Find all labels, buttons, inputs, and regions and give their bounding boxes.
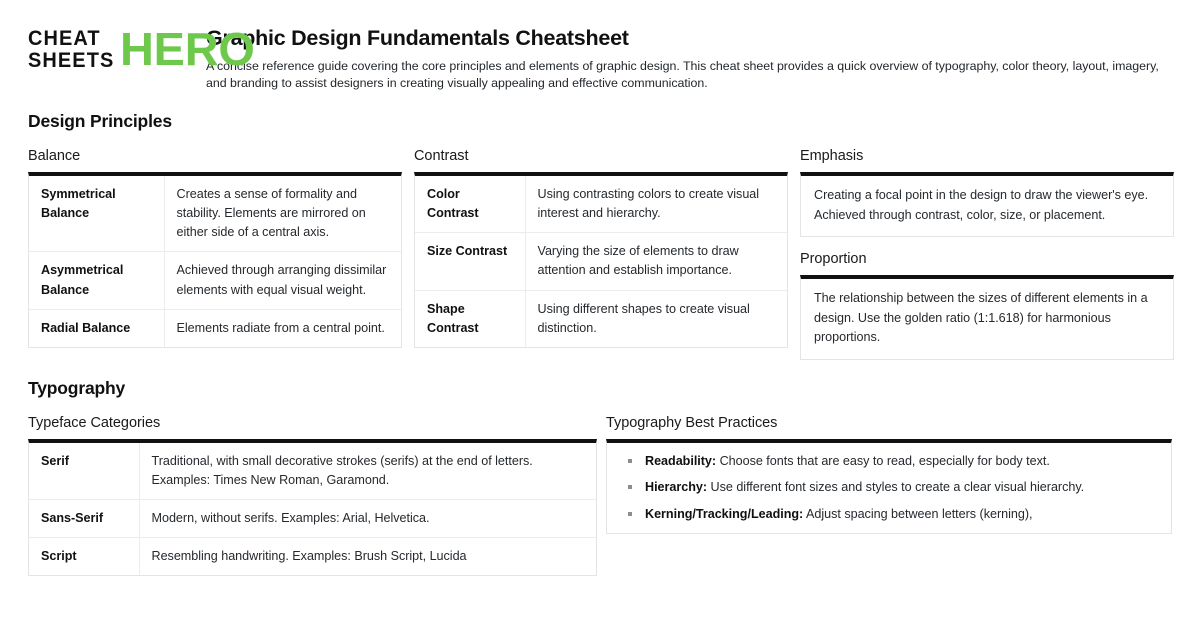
table-cell-definition: Using different shapes to create visual distinction. [525,290,787,347]
contrast-card [414,172,788,348]
table-row [29,443,596,500]
list-item [617,505,1157,525]
brand-line-sheets: SHEETS [28,49,115,73]
list-item-text: Choose fonts that are easy to read, especially for body text. [716,453,1050,468]
section-title-design-principles: Design Principles [28,111,172,132]
table-row [29,252,401,309]
table-row [415,290,787,347]
typography-column-1 [28,399,597,577]
bullet-icon [628,512,632,516]
table-row [415,176,787,233]
typeface-categories-card [28,439,597,577]
table-row [29,309,401,347]
table-cell-term: Serif [29,443,139,500]
principles-column-2 [414,132,788,348]
emphasis-text: Creating a focal point in the design to draw the viewer's eye. Achieved through contrast, color, size, or placement. [814,188,1149,222]
table-cell-term: Symmetrical Balance [29,176,164,252]
table-cell-definition: Varying the size of elements to draw attention and establish importance. [525,233,787,290]
principles-column-1 [28,132,402,348]
best-practices-card [606,439,1172,535]
design-principles-grid [28,132,1172,360]
brand-logo[interactable] [28,23,255,76]
subsection-title-typeface-categories: Typeface Categories [28,414,161,431]
balance-card [28,172,402,348]
balance-table [29,176,401,347]
table-row [29,499,596,537]
proportion-card [800,275,1174,360]
page-title: Graphic Design Fundamentals Cheatsheet [206,26,629,50]
list-item-label: Hierarchy: [645,480,708,495]
subsection-title-proportion: Proportion [800,251,867,268]
proportion-text: The relationship between the sizes of different elements in a design. Use the golden ratio (1:1.618) for harmonious proportions. [814,291,1148,345]
table-cell-term: Size Contrast [415,233,525,290]
table-cell-definition: Modern, without serifs. Examples: Arial, Helvetica. [139,499,596,537]
table-row [415,233,787,290]
subsection-title-balance: Balance [28,148,81,165]
contrast-table [415,176,787,347]
section-typography [28,378,1172,577]
table-cell-definition: Elements radiate from a central point. [164,309,401,347]
best-practices-list [607,443,1171,534]
table-cell-definition: Resembling handwriting. Examples: Brush Script, Lucida [139,538,596,576]
table-row [29,176,401,252]
table-cell-definition: Using contrasting colors to create visual interest and hierarchy. [537,187,760,221]
table-cell-term: Sans-Serif [29,499,139,537]
table-row [29,538,596,576]
table-cell-term: Radial Balance [29,309,164,347]
subsection-title-contrast: Contrast [414,148,469,165]
list-item-text: Use different font sizes and styles to create a clear visual hierarchy. [707,480,1085,495]
bullet-icon [628,485,632,489]
table-cell-definition: Achieved through arranging dissimilar elements with equal visual weight. [164,252,401,309]
page-subtitle: A concise reference guide covering the core principles and elements of graphic design. This cheat sheet provides a quick overview of typography, color theory, layout, imagery, and branding to assist designers in creating visually appealing and effective communication. [206,58,1159,91]
table-cell-term: Color Contrast [415,176,525,233]
table-cell-definition: Creates a sense of formality and stability. Elements are mirrored on either side of a central axis. [176,187,366,240]
list-item-label: Kerning/Tracking/Leading: [645,506,804,521]
list-item-label: Readability: [645,453,717,468]
section-design-principles [28,111,1172,360]
brand-line-hero: HERO [119,23,255,76]
bullet-icon [628,459,632,463]
table-cell-definition: Traditional, with small decorative strokes (serifs) at the end of letters. Examples: Times New Roman, Garamond. [151,453,533,487]
page-header [28,24,1172,93]
brand-logo-row [28,23,255,76]
list-item [617,478,1157,498]
brand-line-cheat: CHEAT [28,27,101,50]
section-title-typography: Typography [28,377,126,398]
subsection-title-emphasis: Emphasis [800,148,864,165]
principles-column-3 [800,132,1174,360]
header-text-block [206,24,1172,93]
table-cell-term: Shape Contrast [415,290,525,347]
typography-grid [28,399,1172,577]
typeface-categories-table [29,443,596,576]
brand-wordmark [28,28,119,72]
list-item-text: Adjust spacing between letters (kerning), [803,506,1033,521]
table-cell-term: Script [29,538,139,576]
typography-column-2 [606,399,1172,535]
emphasis-card [800,172,1174,237]
list-item [617,452,1157,472]
subsection-title-best-practices: Typography Best Practices [606,414,778,431]
table-cell-term: Asymmetrical Balance [29,252,164,309]
